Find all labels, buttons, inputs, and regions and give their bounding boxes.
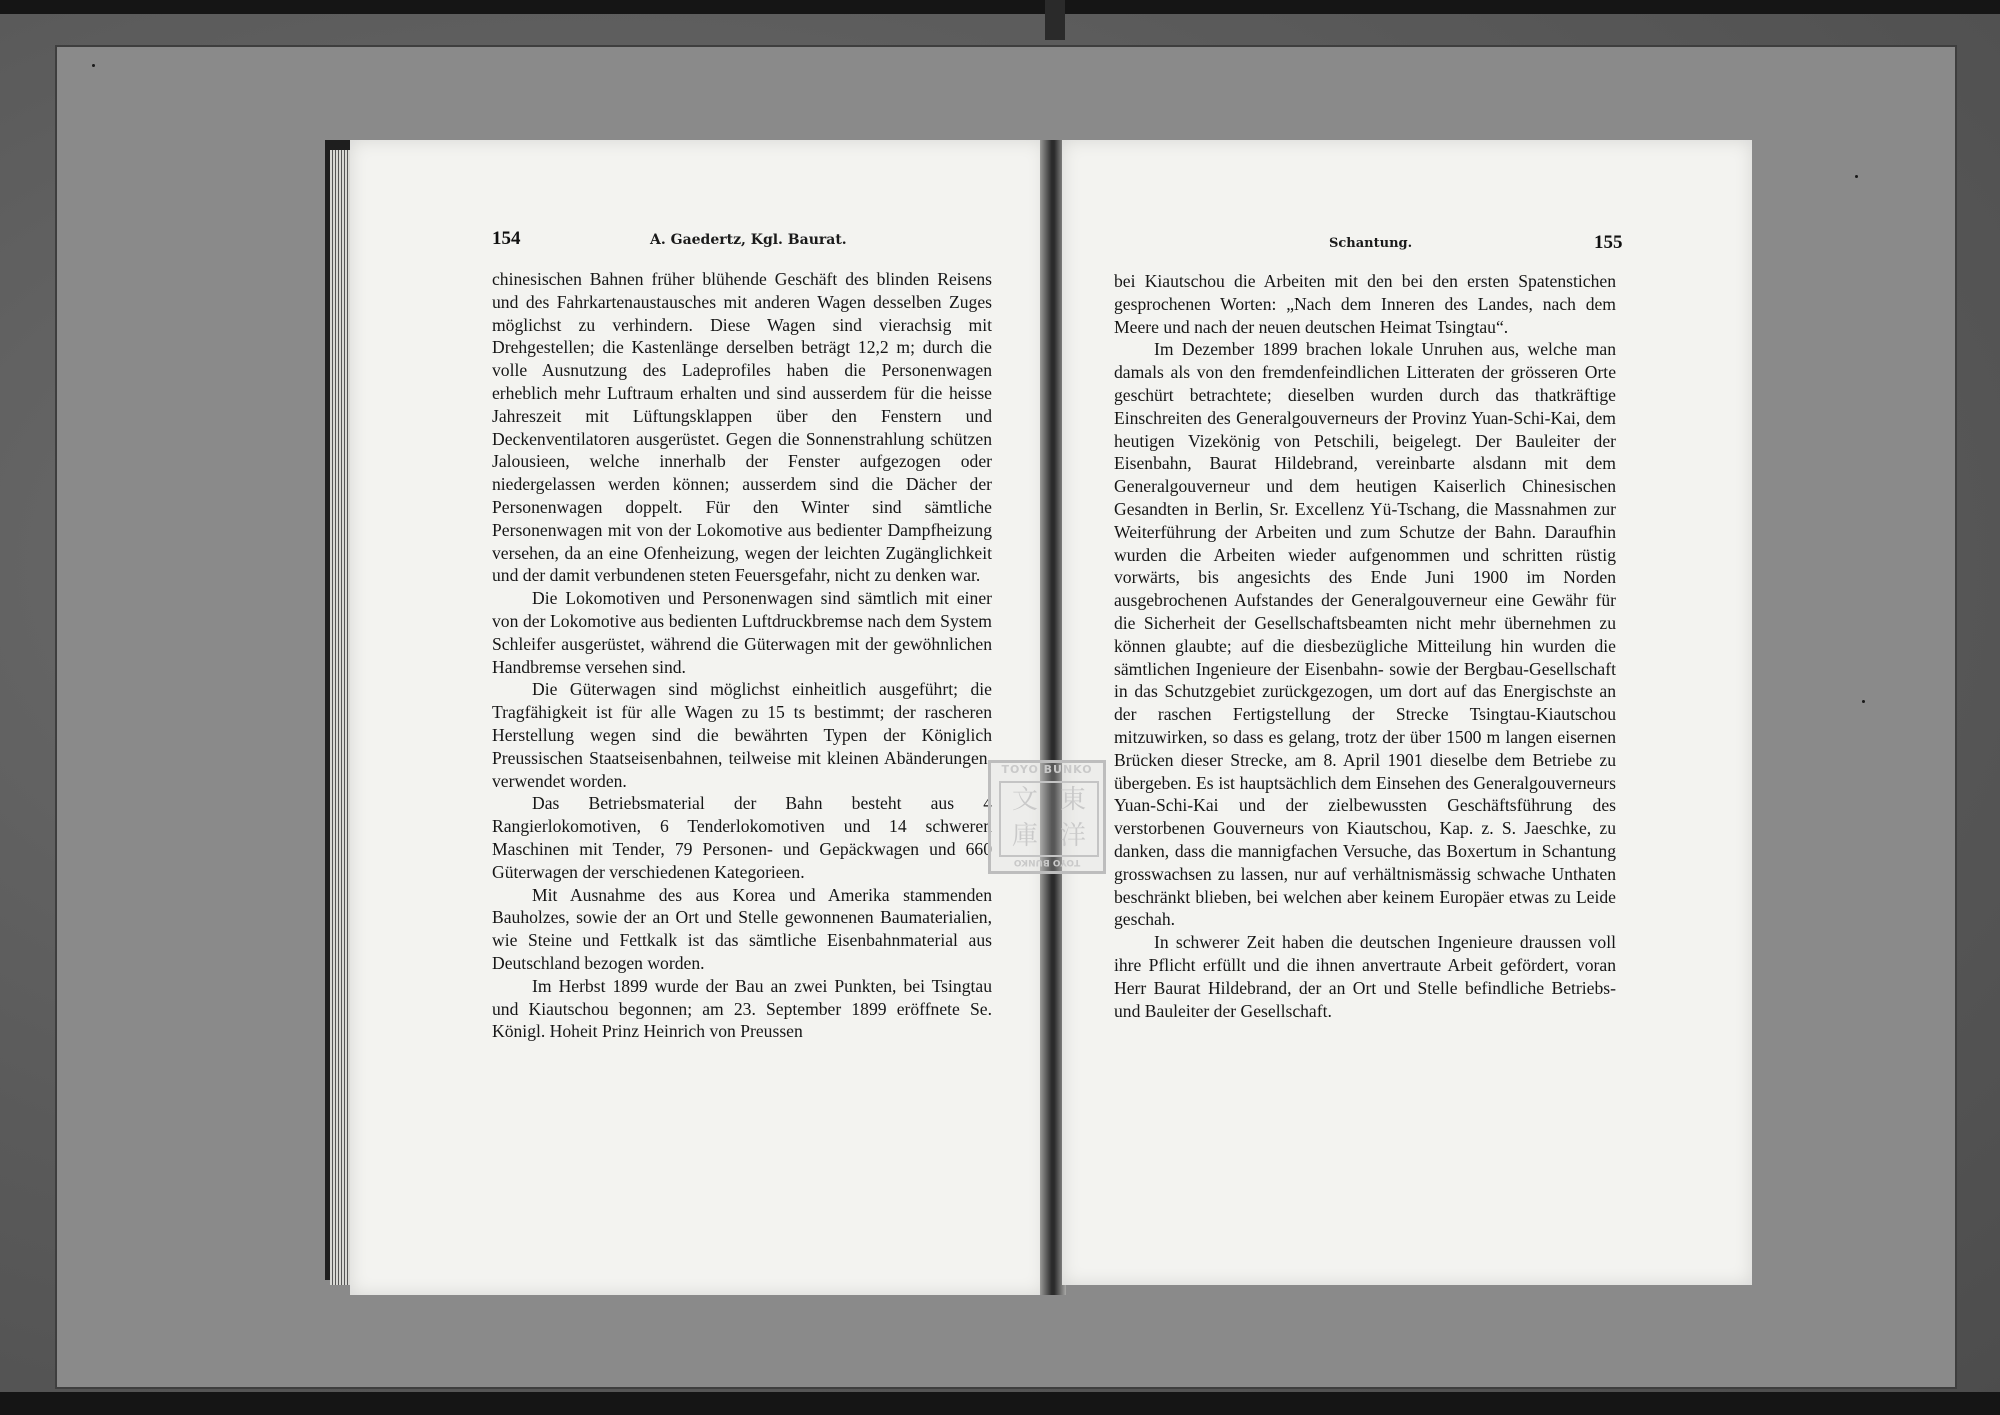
top-dark-band [0, 0, 2000, 14]
top-center-gap [1045, 0, 1065, 40]
paragraph: Die Güterwagen sind möglichst einheitlich ausgeführt; die Tragfähigkeit ist für alle Wagen zu 15 ts bestimmt; der rascheren Herstellung wegen sind die bewährten Typen der Königlich Preussischen Staatseisenbahnen, teilweise mit kleinen Abänderungen, verwendet worden. [492, 679, 992, 791]
stamp-seal [999, 781, 1099, 857]
stamp-glyph: 洋 [1059, 821, 1086, 851]
bottom-dark-band [0, 1392, 2000, 1415]
scan-speck [1862, 700, 1865, 703]
paragraph: bei Kiautschou die Arbeiten mit den bei den ersten Spatenstichen gesprochenen Worten: „Nach dem Inneren des Landes, nach dem Meere und nach der neuen deutschen Heimat Tsingtau“. [1114, 271, 1616, 337]
stamp-bottom-text: TOYO BUNKO [1013, 857, 1081, 867]
paragraph: Mit Ausnahme des aus Korea und Amerika stammenden Bauholzes, sowie der an Ort und Stelle gewonnenen Baumaterialien, wie Steine und Fettkalk ist das sämtliche Eisenbahnmaterial aus Deutschland bezogen worden. [492, 884, 992, 973]
left-page [350, 140, 1045, 1295]
stamp-glyph: 庫 [1011, 821, 1038, 851]
page-number-right: 155 [1594, 232, 1623, 253]
paragraph: Im Dezember 1899 brachen lokale Unruhen aus, welche man damals als von den fremdenfeindlichen Litteraten der grösseren Orte geschürt betrachtete; dieselben wurden durch das thatkräftige Einschreiten des Generalgouverneurs der Provinz Yuan-Schi-Kai, dem heutigen Vizekönig von Petschili, beigelegt. Der Bauleiter der Eisenbahn, Baurat Hildebrand, vereinbarte alsdann mit dem Generalgouverneur und dem heutigen Kaiserlich Chinesischen Gesandten in Berlin, Sr. Excellenz Yü-Tschang, die Massnahmen zur Weiterführung der Arbeiten und zum Schutze der Bahn. Daraufhin wurden die Arbeiten wieder aufgenommen und schritten rüstig vorwärts, bis angesichts des Ende Juni 1900 im Norden ausgebrochenen Aufstandes der Generalgouverneur eine Gewähr für die Sicherheit der Gesellschaftsbeamten nicht mehr übernehmen zu können glaubte; auf die diesbezügliche Mitteilung hin wurden die sämtlichen Ingenieure der Eisenbahn- sowie der Bergbau-Gesellschaft in das Schutzgebiet zurückgezogen, um dort auf das Energischste an der raschen Fertigstellung der Strecke Tsingtau-Kiautschou mitzuwirken, so dass es gelang, trotz der über 1500 m langen eisernen Brücken dieser Strecke, am 8. April 1901 dieselbe dem Betriebe zu übergeben. Es ist hauptsächlich dem Einsehen des Generalgouverneurs Yuan-Schi-Kai und der zielbewussten Geschäftsführung des verstorbenen Gouverneurs von Kiautschou, Kap. z. S. Jaeschke, zu danken, dass die mannigfachen Versuche, das Boxertum in Schantung grosswachsen zu lassen, nur auf verhältnismässig schwache Unthaten beschränkt blieben, bei welchen aber keinem Europäer etwas zu Leide geschah. [1114, 339, 1616, 930]
scan-speck [1855, 175, 1858, 178]
book-page-edges [330, 150, 350, 1285]
paragraph: Die Lokomotiven und Personenwagen sind sämtlich mit einer von der Lokomotive aus bedienten Luftdruckbremse nach dem System Schleifer ausgerüstet, während die Güterwagen mit der gewöhnlichen Handbremse versehen sind. [492, 588, 992, 677]
paragraph: chinesischen Bahnen früher blühende Geschäft des blinden Reisens und des Fahrkartenaustausches mit anderen Wagen desselben Zuges möglichst zu verhindern. Diese Wagen sind vierachsig mit Drehgestellen; die Kastenlänge derselben beträgt 12,2 m; durch die volle Ausnutzung des Ladeprofiles haben die Personenwagen erheblich mehr Luftraum erhalten und sind ausserdem für die heisse Jahreszeit mit Lüftungsklappen über den Fenstern und Deckenventilatoren ausgerüstet. Gegen die Sonnenstrahlung schützen Jalousieen, welche innerhalb der Fenster aufgezogen oder niedergelassen werden können; ausserdem sind die Dächer der Personenwagen doppelt. Für den Winter sind sämtliche Personenwagen mit von der Lokomotive aus bedienter Dampfheizung versehen, da an eine Ofenheizung, wegen der leichten Zugänglichkeit und der damit verbundenen steten Feuersgefahr, nicht zu denken war. [492, 269, 992, 586]
paragraph: Das Betriebsmaterial der Bahn besteht aus 4 Rangierlokomotiven, 6 Tenderlokomotiven und 14 schweren Maschinen mit Tender, 79 Personen- und Gepäckwagen und 660 Güterwagen der verschiedenen Kategorieen. [492, 793, 992, 882]
paragraph: In schwerer Zeit haben die deutschen Ingenieure draussen voll ihre Pflicht erfüllt und die ihnen anvertraute Arbeit gefördert, voran Herr Baurat Hildebrand, der an Ort und Stelle befindliche Betriebs- und Bauleiter der Gesellschaft. [1114, 932, 1616, 1021]
running-head-left: A. Gaedertz, Kgl. Baurat. [650, 232, 847, 248]
right-page [1062, 140, 1752, 1285]
stamp-glyph: 東 [1059, 785, 1086, 815]
page-number-left: 154 [492, 228, 521, 249]
stamp-top-text: TOYO BUNKO [1001, 763, 1093, 776]
scan-speck [92, 64, 95, 67]
running-head-right: Schantung. [1329, 236, 1413, 251]
stamp-glyph: 文 [1011, 785, 1038, 815]
paragraph: Im Herbst 1899 wurde der Bau an zwei Punkten, bei Tsingtau und Kiautschou begonnen; am 23. September 1899 eröffnete Se. Königl. Hoheit Prinz Heinrich von Preussen [492, 975, 992, 1042]
right-page-body [1114, 270, 1616, 1022]
left-page-body [492, 268, 992, 1043]
library-stamp [988, 760, 1106, 874]
